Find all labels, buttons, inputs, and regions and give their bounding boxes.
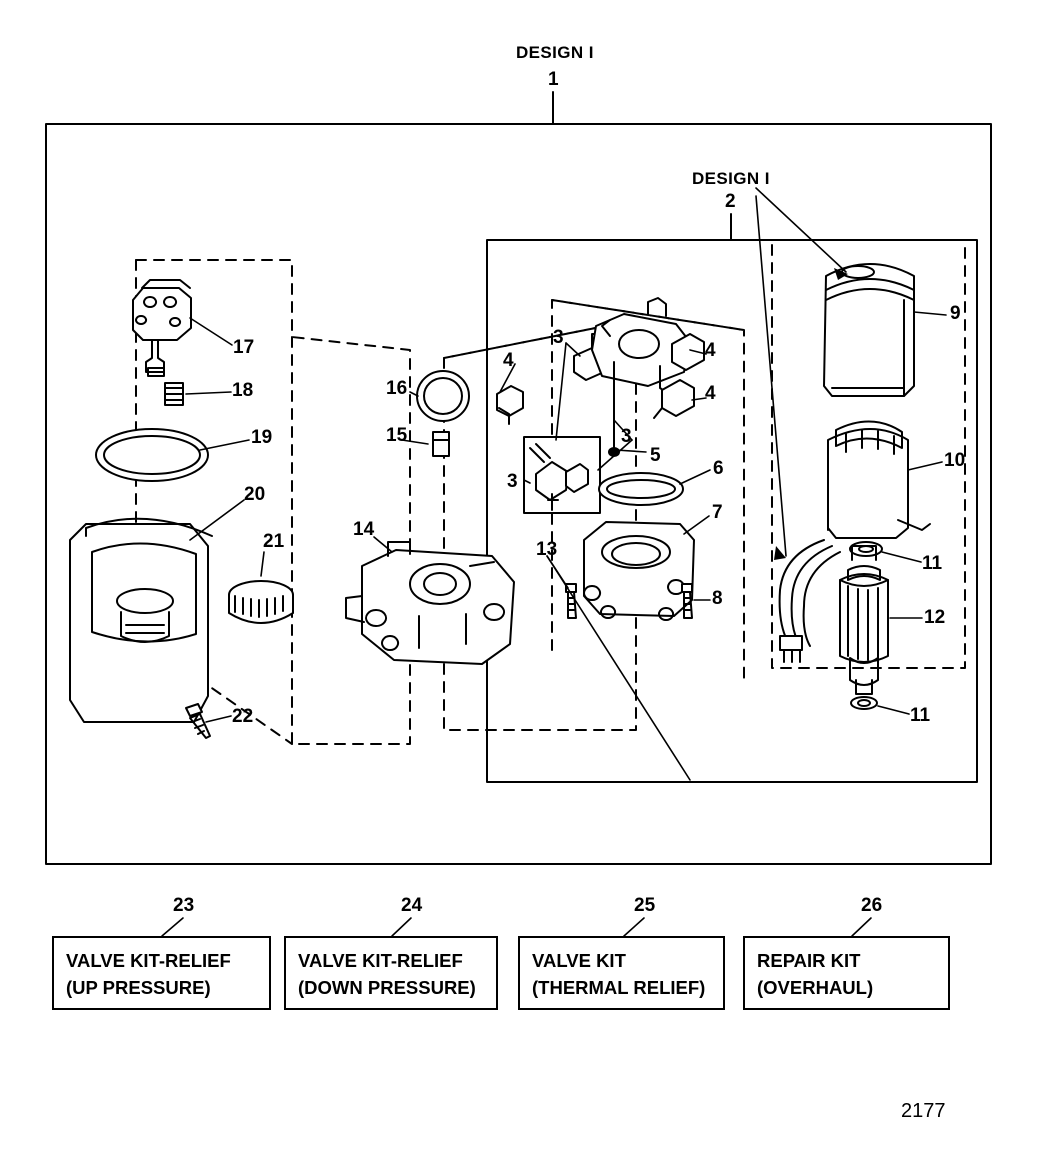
callout-20: 20 [244, 484, 266, 505]
callout-11-upper: 11 [922, 553, 943, 574]
callout-16: 16 [386, 378, 408, 399]
design-label-inner: DESIGN I [692, 169, 770, 188]
part-3-box [524, 437, 600, 513]
callout-1: 1 [548, 69, 559, 90]
kit-box-26 [743, 936, 950, 1010]
part-9 [824, 264, 914, 396]
callout-9: 9 [950, 303, 961, 324]
kit-24-line1: VALVE KIT-RELIEF [298, 950, 463, 971]
callout-4-left: 4 [503, 350, 514, 371]
callout-19: 19 [251, 427, 273, 448]
kit-23-line1: VALVE KIT-RELIEF [66, 950, 231, 971]
callout-4-lower-right: 4 [705, 383, 716, 404]
part-6 [599, 473, 683, 505]
callout-4-upper-right: 4 [705, 340, 716, 361]
callout-11-lower: 11 [910, 705, 931, 726]
part-15 [433, 432, 449, 456]
callout-3-middle: 3 [621, 426, 632, 447]
design-label-top: DESIGN I [516, 43, 594, 62]
part-18 [165, 383, 183, 405]
callout-13: 13 [536, 539, 558, 560]
callout-14: 14 [353, 519, 375, 540]
callout-3-upper: 3 [553, 327, 564, 348]
kit-callout-24: 24 [401, 895, 423, 916]
kit-box-24 [284, 936, 498, 1010]
callout-2: 2 [725, 191, 736, 212]
part-11-lower [851, 697, 877, 709]
part-16 [417, 371, 469, 421]
kit-callout-26: 26 [861, 895, 883, 916]
callout-15: 15 [386, 425, 408, 446]
callout-21: 21 [263, 531, 285, 552]
callout-12: 12 [924, 607, 946, 628]
callout-10: 10 [944, 450, 966, 471]
part-7 [584, 522, 694, 620]
part-21 [229, 581, 293, 623]
part-19 [96, 429, 208, 481]
kit-box-25 [518, 936, 725, 1010]
kit-leaders [162, 918, 871, 936]
part-11-upper [850, 542, 882, 556]
kit-24-line2: (DOWN PRESSURE) [298, 976, 476, 998]
kit-25-line1: VALVE KIT [532, 950, 626, 971]
page-number: 2177 [901, 1100, 946, 1122]
callout-8: 8 [712, 588, 723, 609]
callout-18: 18 [232, 380, 254, 401]
callout-5: 5 [650, 445, 661, 466]
part-20 [70, 519, 212, 722]
callout-7: 7 [712, 502, 723, 523]
kit-26-line1: REPAIR KIT [757, 950, 861, 971]
callout-6: 6 [713, 458, 724, 479]
callout-22: 22 [232, 706, 254, 727]
kit-callout-23: 23 [173, 895, 195, 916]
kit-25-line2: (THERMAL RELIEF) [532, 976, 706, 998]
callout-17: 17 [233, 337, 255, 358]
kit-23-line2: (UP PRESSURE) [66, 976, 211, 998]
kit-callout-25: 25 [634, 895, 656, 916]
callout-3-lower: 3 [507, 471, 518, 492]
kit-box-23 [52, 936, 271, 1010]
kit-26-line2: (OVERHAUL) [757, 976, 874, 998]
